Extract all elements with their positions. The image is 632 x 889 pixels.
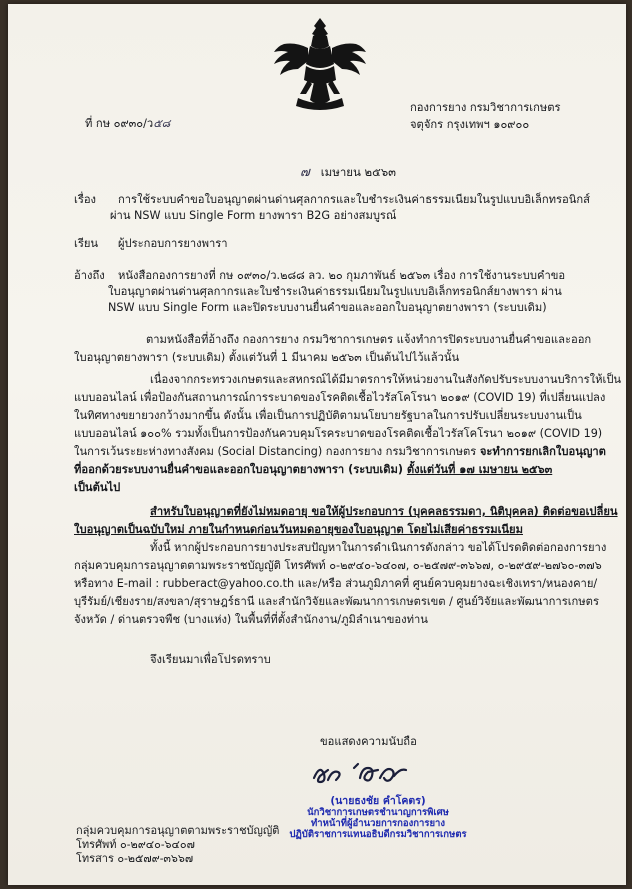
paragraph-line: ในทิศทางขยายวงกว้างมากขึ้น ดังนั้น เพื่อเป็นการปฏิบัติตามนโยบายรัฐบาลในการปรับเปลี่ยนระบบงานเป็น bbox=[74, 409, 582, 422]
paragraph-line: กลุ่มควบคุมการอนุญาตตามพระราชบัญญัติ โทรศัพท์ ๐-๒๙๔๐-๖๔๐๗, ๐-๒๕๗๙-๓๖๖๗, ๐-๒๙๕๙-๒๗๖๐-๓๗๖ bbox=[74, 559, 602, 572]
body-paragraph-4 bbox=[74, 540, 614, 630]
body-paragraph-5 bbox=[74, 652, 614, 670]
signer-title: นักวิชาการเกษตรชำนาญการพิเศษ bbox=[307, 807, 449, 818]
contact-footer bbox=[76, 824, 376, 866]
salutation bbox=[74, 236, 604, 252]
salutation-label: เรียน bbox=[74, 237, 99, 250]
signer-name: (นายธงชัย คำโคตร) bbox=[330, 795, 426, 807]
footer-fax: โทรสาร ๐-๒๕๗๙-๓๖๖๗ bbox=[76, 852, 194, 865]
reference-number bbox=[85, 116, 170, 132]
letter-date bbox=[300, 164, 396, 181]
reference-text-cont: NSW แบบ Single Form และปิดระบบงานยื่นคำขอและออกใบอนุญาตยางพารา (ระบบเดิม) bbox=[108, 301, 547, 314]
paragraph-line: ใบอนุญาตเป็นฉบับใหม่ ภายในกำหนดก่อนวันหมดอายุของใบอนุญาต โดยไม่เสียค่าธรรมเนียม bbox=[74, 523, 523, 536]
paragraph-line: สำหรับใบอนุญาตที่ยังไม่หมดอายุ ขอให้ผู้ประกอบการ (บุคคลธรรมดา, นิติบุคคล) ติดต่อขอเปลี่ยน bbox=[150, 505, 618, 518]
paragraph-line: ตามหนังสือที่อ้างถึง กองการยาง กรมวิชาการเกษตร แจ้งทำการปิดระบบงานยื่นคำขอและออก bbox=[146, 333, 592, 346]
reference-number-text: ที่ กษ ๐๙๓๐/ว bbox=[85, 117, 154, 130]
reference bbox=[74, 268, 604, 284]
body-paragraph-3 bbox=[74, 504, 618, 540]
footer-department: กลุ่มควบคุมการอนุญาตตามพระราชบัญญัติ bbox=[76, 824, 280, 837]
body-paragraph-1 bbox=[74, 332, 614, 368]
signer-title: ทำหน้าที่ผู้อำนวยการกองการยาง bbox=[311, 818, 445, 829]
subject-label: เรื่อง bbox=[74, 193, 97, 206]
signature-icon bbox=[308, 752, 418, 792]
date-day: ๗ bbox=[300, 165, 310, 180]
paragraph-line: เนื่องจากกระทรวงเกษตรและสหกรณ์ได้มีมาตรการให้หน่วยงานในสังกัดปรับระบบงานบริการให้เป็น bbox=[150, 373, 622, 386]
body-paragraph-2 bbox=[74, 372, 622, 498]
closing: ขอแสดงความนับถือ bbox=[320, 735, 417, 748]
cancellation-date: ตั้งแต่วันที่ ๑๗ เมษายน ๒๕๖๓ bbox=[406, 463, 553, 476]
agency-name: กองการยาง กรมวิชาการเกษตร bbox=[410, 101, 561, 114]
subject bbox=[74, 192, 604, 208]
reference-text-cont: ใบอนุญาตผ่านด่านศุลกากรและใบชำระเงินค่าธรรมเนียมในรูปแบบอิเล็กทรอนิกส์ยางพารา ผ่าน bbox=[108, 285, 562, 298]
paragraph-line: แบบออนไลน์ เพื่อป้องกันสถานการณ์การระบาดของโรคติดเชื้อไวรัสโคโรนา ๒๐๑๙ (COVID 19) ที่เปลี่ยนแปลง bbox=[74, 391, 606, 404]
paragraph-line bbox=[74, 444, 614, 462]
garuda-emblem-icon bbox=[270, 14, 370, 112]
paragraph-line: ทั้งนี้ หากผู้ประกอบการยางประสบปัญหาในการดำเนินการดังกล่าว ขอได้โปรดติดต่อกองการยาง bbox=[150, 541, 607, 554]
letter-page bbox=[8, 4, 626, 885]
paragraph-line: จังหวัด / ด่านตรวจพืช (บางแห่ง) ในพื้นที่ที่ตั้งสำนักงาน/ภูมิลำเนาของท่าน bbox=[74, 613, 428, 626]
date-month-year: เมษายน ๒๕๖๓ bbox=[320, 165, 396, 179]
paragraph-bold-text: ที่ออกด้วยระบบงานยื่นคำขอและออกใบอนุญาตยางพารา (ระบบเดิม) bbox=[74, 463, 407, 476]
paragraph-line: แบบออนไลน์ ๑๐๐% รวมทั้งเป็นการป้องกันควบคุมโรคระบาดของโรคติดเชื้อไวรัสโคโรนา ๒๐๑๙ (COVID 19) bbox=[74, 427, 603, 440]
paragraph-line: ใบอนุญาตยางพารา (ระบบเดิม) ตั้งแต่วันที่ 1 มีนาคม ๒๕๖๓ เป็นต้นไปไว้แล้วนั้น bbox=[74, 351, 460, 364]
salutation-text: ผู้ประกอบการยางพารา bbox=[118, 237, 228, 250]
paragraph-text: ในการเว้นระยะห่างทางสังคม (Social Distancing) กองการยาง กรมวิชาการเกษตร bbox=[74, 445, 480, 458]
footer-phone: โทรศัพท์ ๐-๒๙๔๐-๖๔๐๗ bbox=[76, 838, 195, 851]
reference-text: หนังสือกองการยางที่ กษ ๐๙๓๐/ว.๒๘๘ ลว. ๒๐ กุมภาพันธ์ ๒๕๖๓ เรื่อง การใช้งานระบบคำขอ bbox=[118, 269, 566, 282]
agency-address bbox=[410, 100, 620, 134]
agency-location: จตุจักร กรุงเทพฯ ๑๐๙๐๐ bbox=[410, 118, 530, 131]
subject-text: การใช้ระบบคำขอใบอนุญาตผ่านด่านศุลกากรและใบชำระเงินค่าธรรมเนียมในรูปแบบอิเล็กทรอนิกส์ bbox=[118, 193, 590, 206]
paragraph-line: เป็นต้นไป bbox=[74, 481, 121, 494]
paragraph-line: หรือทาง E-mail : rubberact@yahoo.co.th และ/หรือ ส่วนภูมิภาคที่ ศูนย์ควบคุมยางฉะเชิงเทรา/หนองคาย/ bbox=[74, 577, 598, 590]
reference-label: อ้างถึง bbox=[74, 269, 105, 282]
paragraph-line: จึงเรียนมาเพื่อโปรดทราบ bbox=[150, 653, 271, 666]
paragraph-line bbox=[74, 462, 614, 480]
paragraph-bold-text: จะทำการยกเลิกใบอนุญาต bbox=[479, 445, 606, 458]
signer-title: ปฏิบัติราชการแทนอธิบดีกรมวิชาการเกษตร bbox=[289, 829, 467, 840]
subject-text-cont: ผ่าน NSW แบบ Single Form ยางพารา B2G อย่างสมบูรณ์ bbox=[110, 209, 397, 222]
reference-number-handwritten: ๕๘ bbox=[153, 117, 171, 130]
paragraph-line: บุรีรัมย์/เชียงราย/สงขลา/สุราษฎร์ธานี และสำนักวิจัยและพัฒนาการเกษตรเขต / ศูนย์วิจัยและพัฒนาการเกษตร bbox=[74, 595, 599, 608]
